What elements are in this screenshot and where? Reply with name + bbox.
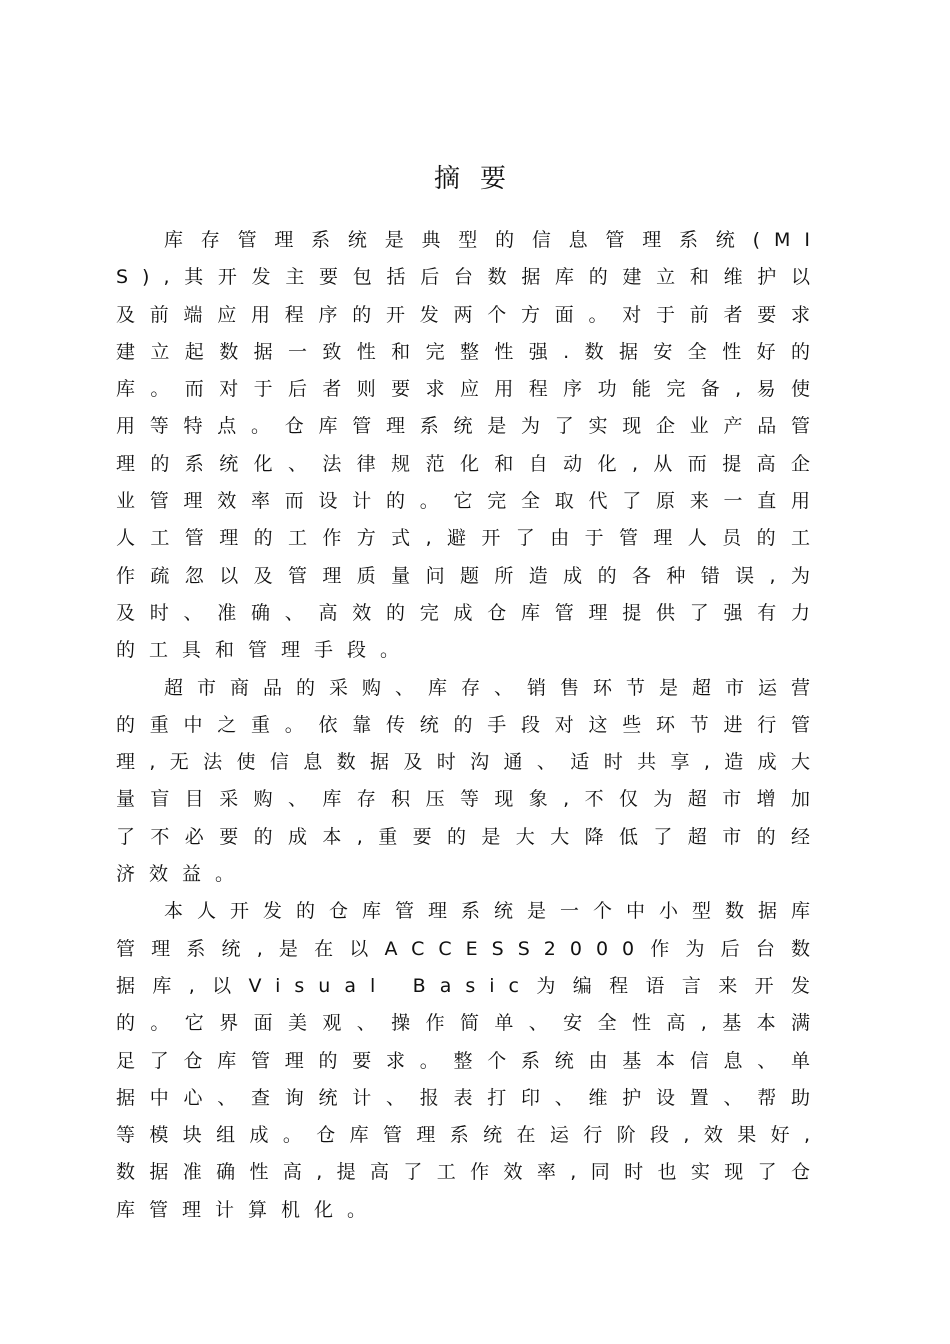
abstract-paragraph-1: 库存管理系统是典型的信息管理系统(MIS),其开发主要包括后台数据库的建立和维护以及前端应用程序的开发两个方面。对于前者要求建立起数据一致性和完整性强.数据安全性好的库。而对于后者则要求应用程序功能完备,易使用等特点。仓库管理系统是为了实现企业产品管理的系统化、法律规范化和自动化,从而提高企业管理效率而设计的。它完全取代了原来一直用人工管理的工作方式,避开了由于管理人员的工作疏忽以及管理质量问题所造成的各种错误,为及时、准确、高效的完成仓库管理提供了强有力的工具和管理手段。 <box>116 229 824 662</box>
abstract-paragraph-2: 超市商品的采购、库存、销售环节是超市运营的重中之重。依靠传统的手段对这些环节进行管理,无法使信息数据及时沟通、适时共享,造成大量盲目采购、库存积压等现象,不仅为超市增加了不必要的成本,重要的是大大降低了超市的经济效益。 <box>116 676 825 886</box>
abstract-title: 摘要 <box>433 164 526 194</box>
abstract-paragraph-3: 本人开发的仓库管理系统是一个中小型数据库管理系统,是在以ACCESS2000作为后台数据库,以Visual Basic为编程语言来开发的。它界面美观、操作简单、安全性高,基本满足了仓库管理的要求。整个系统由基本信息、单据中心、查询统计、报表打印、维护设置、帮助等模块组成。仓库管理系统在运行阶段,效果好,数据准确性高,提高了工作效率,同时也实现了仓库管理计算机化。 <box>116 900 825 1221</box>
abstract-body <box>116 222 824 1229</box>
